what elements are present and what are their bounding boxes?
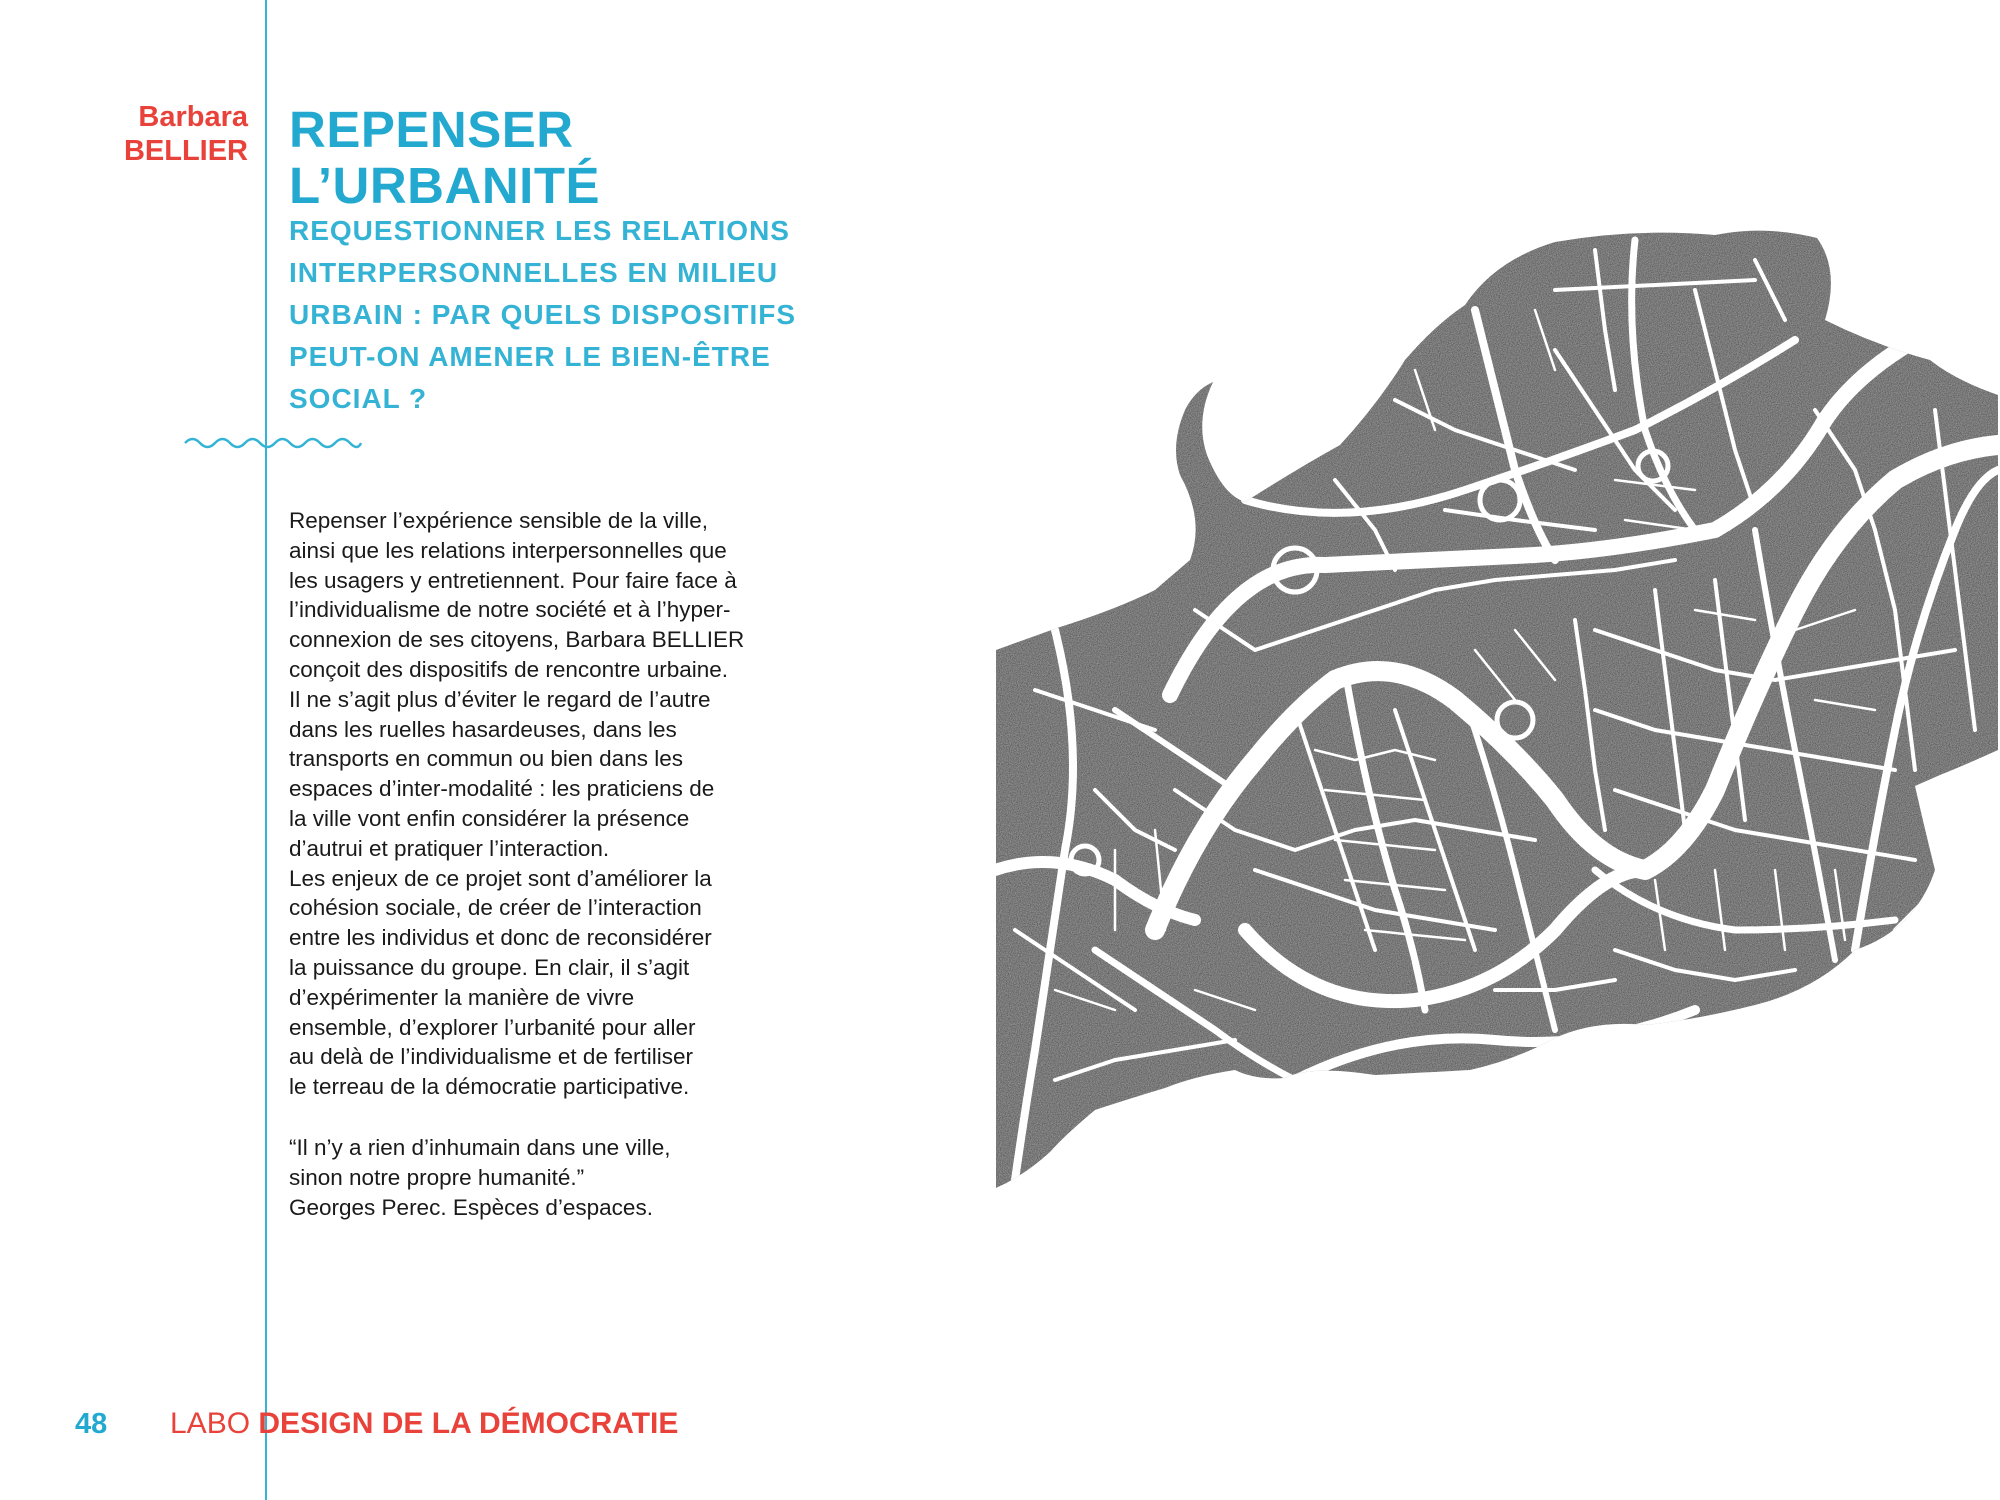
city-map-illustration bbox=[995, 230, 2000, 1210]
page-number: 48 bbox=[75, 1408, 108, 1440]
subtitle-line: REQUESTIONNER LES RELATIONS bbox=[289, 215, 790, 246]
subtitle-line: URBAIN : PAR QUELS DISPOSITIFS bbox=[289, 299, 797, 330]
author-name bbox=[90, 100, 248, 168]
body-line: ainsi que les relations interpersonnelles que bbox=[289, 537, 727, 563]
body-line: conçoit des dispositifs de rencontre urbaine. bbox=[289, 656, 729, 682]
quote-attribution: Georges Perec. Espèces d’espaces. bbox=[289, 1194, 653, 1220]
body-line: l’individualisme de notre société et à l’hyper- bbox=[289, 597, 731, 623]
body-line: d’autrui et pratiquer l’interaction. bbox=[289, 835, 610, 861]
body-line: espaces d’inter-modalité : les praticiens de bbox=[289, 776, 715, 802]
page-subtitle bbox=[289, 210, 889, 420]
body-line: entre les individus et donc de reconsidérer bbox=[289, 925, 712, 951]
body-line: ensemble, d’explorer l’urbanité pour aller bbox=[289, 1014, 696, 1040]
body-line: connexion de ses citoyens, Barbara BELLIER bbox=[289, 627, 745, 653]
body-line: la ville vont enfin considérer la présence bbox=[289, 805, 690, 831]
footer-section-label: LABO bbox=[170, 1407, 251, 1440]
author-last-name: BELLIER bbox=[123, 135, 248, 167]
body-line: cohésion sociale, de créer de l’interaction bbox=[289, 895, 702, 921]
body-line: d’expérimenter la manière de vivre bbox=[289, 984, 635, 1010]
vertical-rule bbox=[265, 0, 267, 1500]
page-title bbox=[289, 102, 600, 214]
subtitle-line: INTERPERSONNELLES EN MILIEU bbox=[289, 257, 779, 288]
publication-footer bbox=[170, 1404, 678, 1444]
body-line: Il ne s’agit plus d’éviter le regard de l’autre bbox=[289, 686, 711, 712]
subtitle-line: SOCIAL ? bbox=[289, 383, 428, 414]
body-line: les usagers y entretiennent. Pour faire face à bbox=[289, 567, 737, 593]
body-line: transports en commun ou bien dans les bbox=[289, 746, 683, 772]
body-line: Repenser l’expérience sensible de la ville, bbox=[289, 508, 708, 533]
body-paragraph bbox=[289, 506, 859, 1102]
body-line: Les enjeux de ce projet sont d’améliorer la bbox=[289, 865, 712, 891]
title-line: L’URBANITÉ bbox=[289, 157, 600, 214]
title-line: REPENSER bbox=[289, 101, 574, 158]
body-line: le terreau de la démocratie participative. bbox=[289, 1074, 690, 1100]
subtitle-line: PEUT-ON AMENER LE BIEN-ÊTRE bbox=[289, 341, 771, 372]
body-line: au delà de l’individualisme et de fertiliser bbox=[289, 1044, 693, 1070]
wave-divider-icon bbox=[183, 432, 363, 454]
author-first-name: Barbara bbox=[138, 101, 248, 133]
quote-line: sinon notre propre humanité.” bbox=[289, 1164, 585, 1190]
footer-publication-title: DESIGN DE LA DÉMOCRATIE bbox=[258, 1407, 679, 1440]
quote-block bbox=[289, 1133, 859, 1222]
quote-line: “Il n’y a rien d’inhumain dans une ville, bbox=[289, 1135, 671, 1160]
body-line: la puissance du groupe. En clair, il s’agit bbox=[289, 954, 690, 980]
body-line: dans les ruelles hasardeuses, dans les bbox=[289, 716, 677, 742]
